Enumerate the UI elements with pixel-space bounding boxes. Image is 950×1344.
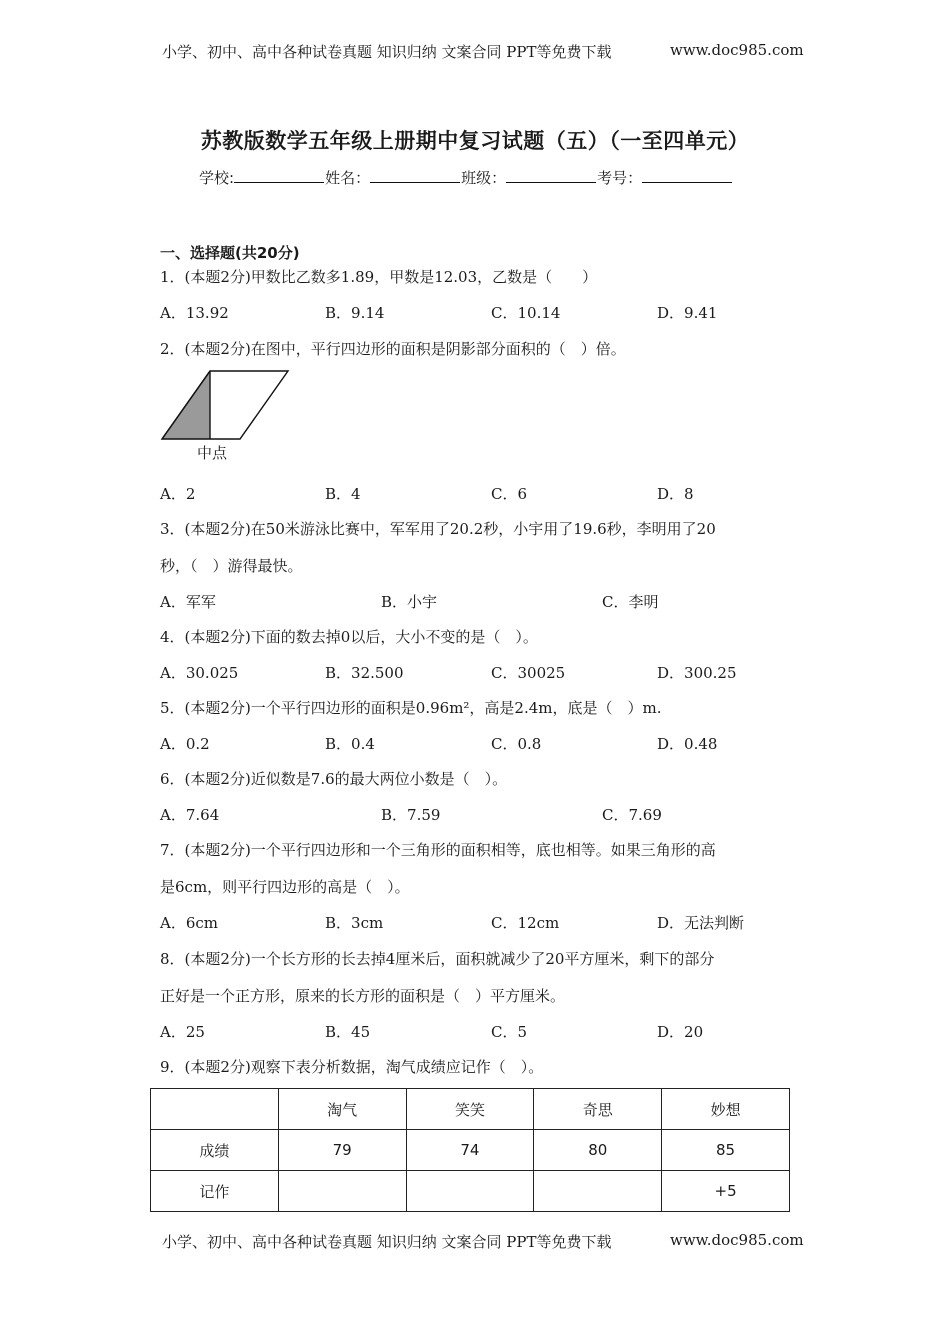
class-blank[interactable]: [506, 168, 596, 183]
q7-option-b[interactable]: B．3cm: [325, 914, 384, 932]
question-7-line1: 7．(本题2分)一个平行四边形和一个三角形的面积相等，底也相等。如果三角形的高: [160, 841, 716, 859]
class-label: 班级：: [461, 169, 507, 187]
q2-option-c[interactable]: C．6: [491, 485, 528, 503]
q3-option-c[interactable]: C．李明: [602, 593, 659, 611]
q5-option-d[interactable]: D．0.48: [657, 735, 718, 753]
question-3-line2: 秒，（ ）游得最快。: [160, 557, 303, 575]
question-2: 2．(本题2分)在图中，平行四边形的面积是阴影部分面积的（ ）倍。: [160, 340, 626, 358]
q5-option-c[interactable]: C．0.8: [491, 735, 542, 753]
q4-option-d[interactable]: D．300.25: [657, 664, 737, 682]
page-header-text: 小学、初中、高中各种试卷真题 知识归纳 文案合同 PPT等免费下载: [162, 43, 612, 61]
table-cell: 74: [406, 1130, 534, 1171]
q8-option-d[interactable]: D．20: [657, 1023, 704, 1041]
school-blank[interactable]: [234, 168, 324, 183]
parallelogram-figure: [160, 368, 292, 442]
table-cell: 79: [278, 1130, 406, 1171]
q4-option-b[interactable]: B．32.500: [325, 664, 404, 682]
table-cell: +5: [662, 1171, 790, 1212]
question-6: 6．(本题2分)近似数是7.6的最大两位小数是（ ）。: [160, 770, 508, 788]
page-footer-url[interactable]: www.doc985.com: [670, 1231, 804, 1249]
question-1: 1．(本题2分)甲数比乙数多1.89，甲数是12.03，乙数是（ ）: [160, 268, 598, 286]
table-cell: 记作: [151, 1171, 279, 1212]
q5-option-b[interactable]: B．0.4: [325, 735, 375, 753]
table-header-cell: 笑笑: [406, 1089, 534, 1130]
table-header-cell: 奇思: [534, 1089, 662, 1130]
q3-option-b[interactable]: B．小宇: [381, 593, 438, 611]
school-label: 学校:: [199, 169, 235, 187]
table-cell: 85: [662, 1130, 790, 1171]
q6-option-b[interactable]: B．7.59: [381, 806, 441, 824]
q6-option-c[interactable]: C．7.69: [602, 806, 662, 824]
table-row: [151, 1130, 790, 1171]
table-cell: 成绩: [151, 1130, 279, 1171]
table-cell: [534, 1171, 662, 1212]
q2-option-d[interactable]: D．8: [657, 485, 694, 503]
q7-option-d[interactable]: D．无法判断: [657, 914, 745, 932]
number-label: 考号：: [597, 169, 643, 187]
q4-option-c[interactable]: C．30025: [491, 664, 566, 682]
table-header-row: [151, 1089, 790, 1130]
question-5: 5．(本题2分)一个平行四边形的面积是0.96m²，高是2.4m，底是（ ）m.: [160, 699, 662, 717]
question-3-line1: 3．(本题2分)在50米游泳比赛中，军军用了20.2秒，小宇用了19.6秒，李明用了20: [160, 520, 716, 538]
page-footer-text: 小学、初中、高中各种试卷真题 知识归纳 文案合同 PPT等免费下载: [162, 1233, 612, 1251]
question-9: 9．(本题2分)观察下表分析数据，淘气成绩应记作（ ）。: [160, 1058, 544, 1076]
q1-option-c[interactable]: C．10.14: [491, 304, 561, 322]
question-4: 4．(本题2分)下面的数去掉0以后，大小不变的是（ ）。: [160, 628, 538, 646]
q5-option-a[interactable]: A．0.2: [160, 735, 210, 753]
table-cell: [406, 1171, 534, 1212]
name-blank[interactable]: [370, 168, 460, 183]
q3-option-a[interactable]: A．军军: [160, 593, 216, 611]
table-header-cell: 妙想: [662, 1089, 790, 1130]
q1-option-a[interactable]: A．13.92: [160, 304, 229, 322]
q8-option-c[interactable]: C．5: [491, 1023, 528, 1041]
q4-option-a[interactable]: A．30.025: [160, 664, 239, 682]
score-table: [150, 1088, 790, 1212]
table-header-cell: 淘气: [278, 1089, 406, 1130]
q1-option-b[interactable]: B．9.14: [325, 304, 385, 322]
student-info-line: [199, 167, 733, 188]
q7-option-c[interactable]: C．12cm: [491, 914, 560, 932]
q8-option-a[interactable]: A．25: [160, 1023, 205, 1041]
q2-option-b[interactable]: B．4: [325, 485, 361, 503]
q2-option-a[interactable]: A．2: [160, 485, 196, 503]
number-blank[interactable]: [642, 168, 732, 183]
question-7-line2: 是6cm，则平行四边形的高是（ ）。: [160, 878, 410, 896]
q8-option-b[interactable]: B．45: [325, 1023, 371, 1041]
page-header-url[interactable]: www.doc985.com: [670, 41, 804, 59]
page-title: 苏教版数学五年级上册期中复习试题（五）（一至四单元）: [200, 129, 750, 153]
table-cell: [278, 1171, 406, 1212]
midpoint-label: 中点: [197, 444, 228, 462]
table-row: [151, 1171, 790, 1212]
name-label: 姓名：: [325, 169, 371, 187]
q7-option-a[interactable]: A．6cm: [160, 914, 219, 932]
question-8-line1: 8．(本题2分)一个长方形的长去掉4厘米后，面积就减少了20平方厘米，剩下的部分: [160, 950, 715, 968]
question-8-line2: 正好是一个正方形，原来的长方形的面积是（ ）平方厘米。: [160, 987, 566, 1005]
q1-option-d[interactable]: D．9.41: [657, 304, 718, 322]
q6-option-a[interactable]: A．7.64: [160, 806, 220, 824]
section-heading: 一、选择题(共20分): [160, 244, 300, 262]
table-cell: 80: [534, 1130, 662, 1171]
table-header-cell: [151, 1089, 279, 1130]
